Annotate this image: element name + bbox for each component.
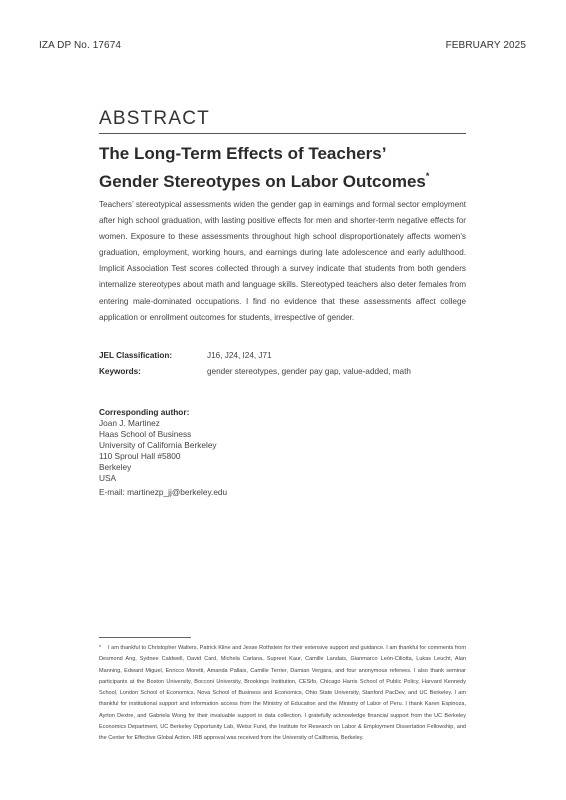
keywords-value: gender stereotypes, gender pay gap, value-added, math — [207, 367, 411, 376]
keywords-label: Keywords: — [99, 367, 141, 376]
footnote-divider — [99, 637, 191, 638]
title-line-1: The Long-Term Effects of Teachers’ — [99, 144, 387, 163]
heading-divider — [99, 133, 466, 134]
title-footnote-marker: * — [425, 171, 430, 181]
author-name: Joan J. Martinez — [99, 418, 160, 428]
keywords — [99, 367, 411, 376]
corresponding-author — [99, 407, 227, 498]
series-number: IZA DP No. 17674 — [39, 40, 122, 51]
title-line-2: Gender Stereotypes on Labor Outcomes — [99, 172, 426, 191]
author-address-line: Berkeley — [99, 462, 132, 472]
abstract-heading: ABSTRACT — [99, 108, 210, 129]
footnote-text: I am thankful to Christopher Walters, Patrick Kline and Jesse Rothstein for their extensive support and guidance. I am thankful for comments from Desmond Ang, Sydnee Caldwell, David Card, Michela Carlana, Supreet Kaur, Camille Landais, Gianmarco León-Ciliotta, Lukas Leucht, Alan Manning, Edward Miguel, Enricco Moretti, Amanda Pallais, Camille Terrier, Damian Vergara, and four anonymous referees. I also thank seminar participants at the Boston University, Bocconi University, Brookings Institution, CESifo, Chicago Harris School of Public Policy, Harvard Kennedy School, London School of Economics, Nova School of Business and Economics, Ohio State University, Stanford PacDev, and UC Berkeley. I am thankful for institutional support and information access from the Ministry of Education and the Ministry of Labor of Peru. I thank Karen Espinoza, Ayrton Dextre, and Gabriela Wong for their invaluable support in data collection. I gratefully acknowledge financial support from the UC Berkeley Economics Department, UC Berkeley Opportunity Lab, Weiss Fund, the Institute for Research on Labor & Employment Dissertation Fellowship, and the Center for Effective Global Action. IRB approval was received from the University of California, Berkeley. — [99, 645, 466, 742]
publication-date: FEBRUARY 2025 — [445, 40, 526, 51]
author-address-line: University of California Berkeley — [99, 440, 217, 450]
jel-value: J16, J24, I24, J71 — [207, 351, 272, 360]
jel-classification — [99, 351, 272, 360]
author-address-line: 110 Sproul Hall #5800 — [99, 451, 181, 461]
paper-title — [99, 143, 479, 193]
footnote — [99, 643, 466, 745]
jel-label: JEL Classification: — [99, 351, 173, 360]
author-address-line: USA — [99, 473, 117, 483]
author-email: E-mail: martinezp_jj@berkeley.edu — [99, 487, 228, 497]
abstract-body: Teachers’ stereotypical assessments widen the gender gap in earnings and formal sector employment after high school graduation, with lasting positive effects for men and shorter-term negative effects for women. Exposure to these assessments throughout high school disproportionately affects women’s graduation, employment, working hours, and earnings during late adolescence and early adulthood. Implicit Association Test scores collected through a survey indicate that students from both genders internalize stereotypes about math and language skills. Stereotyped teachers also deter females from entering male-dominated occupations. I find no evidence that these assessments affect college application or enrollment outcomes for students, irrespective of gender. — [99, 200, 466, 322]
author-address-line: Haas School of Business — [99, 429, 192, 439]
author-label: Corresponding author: — [99, 407, 190, 417]
footnote-marker: * — [99, 645, 102, 651]
